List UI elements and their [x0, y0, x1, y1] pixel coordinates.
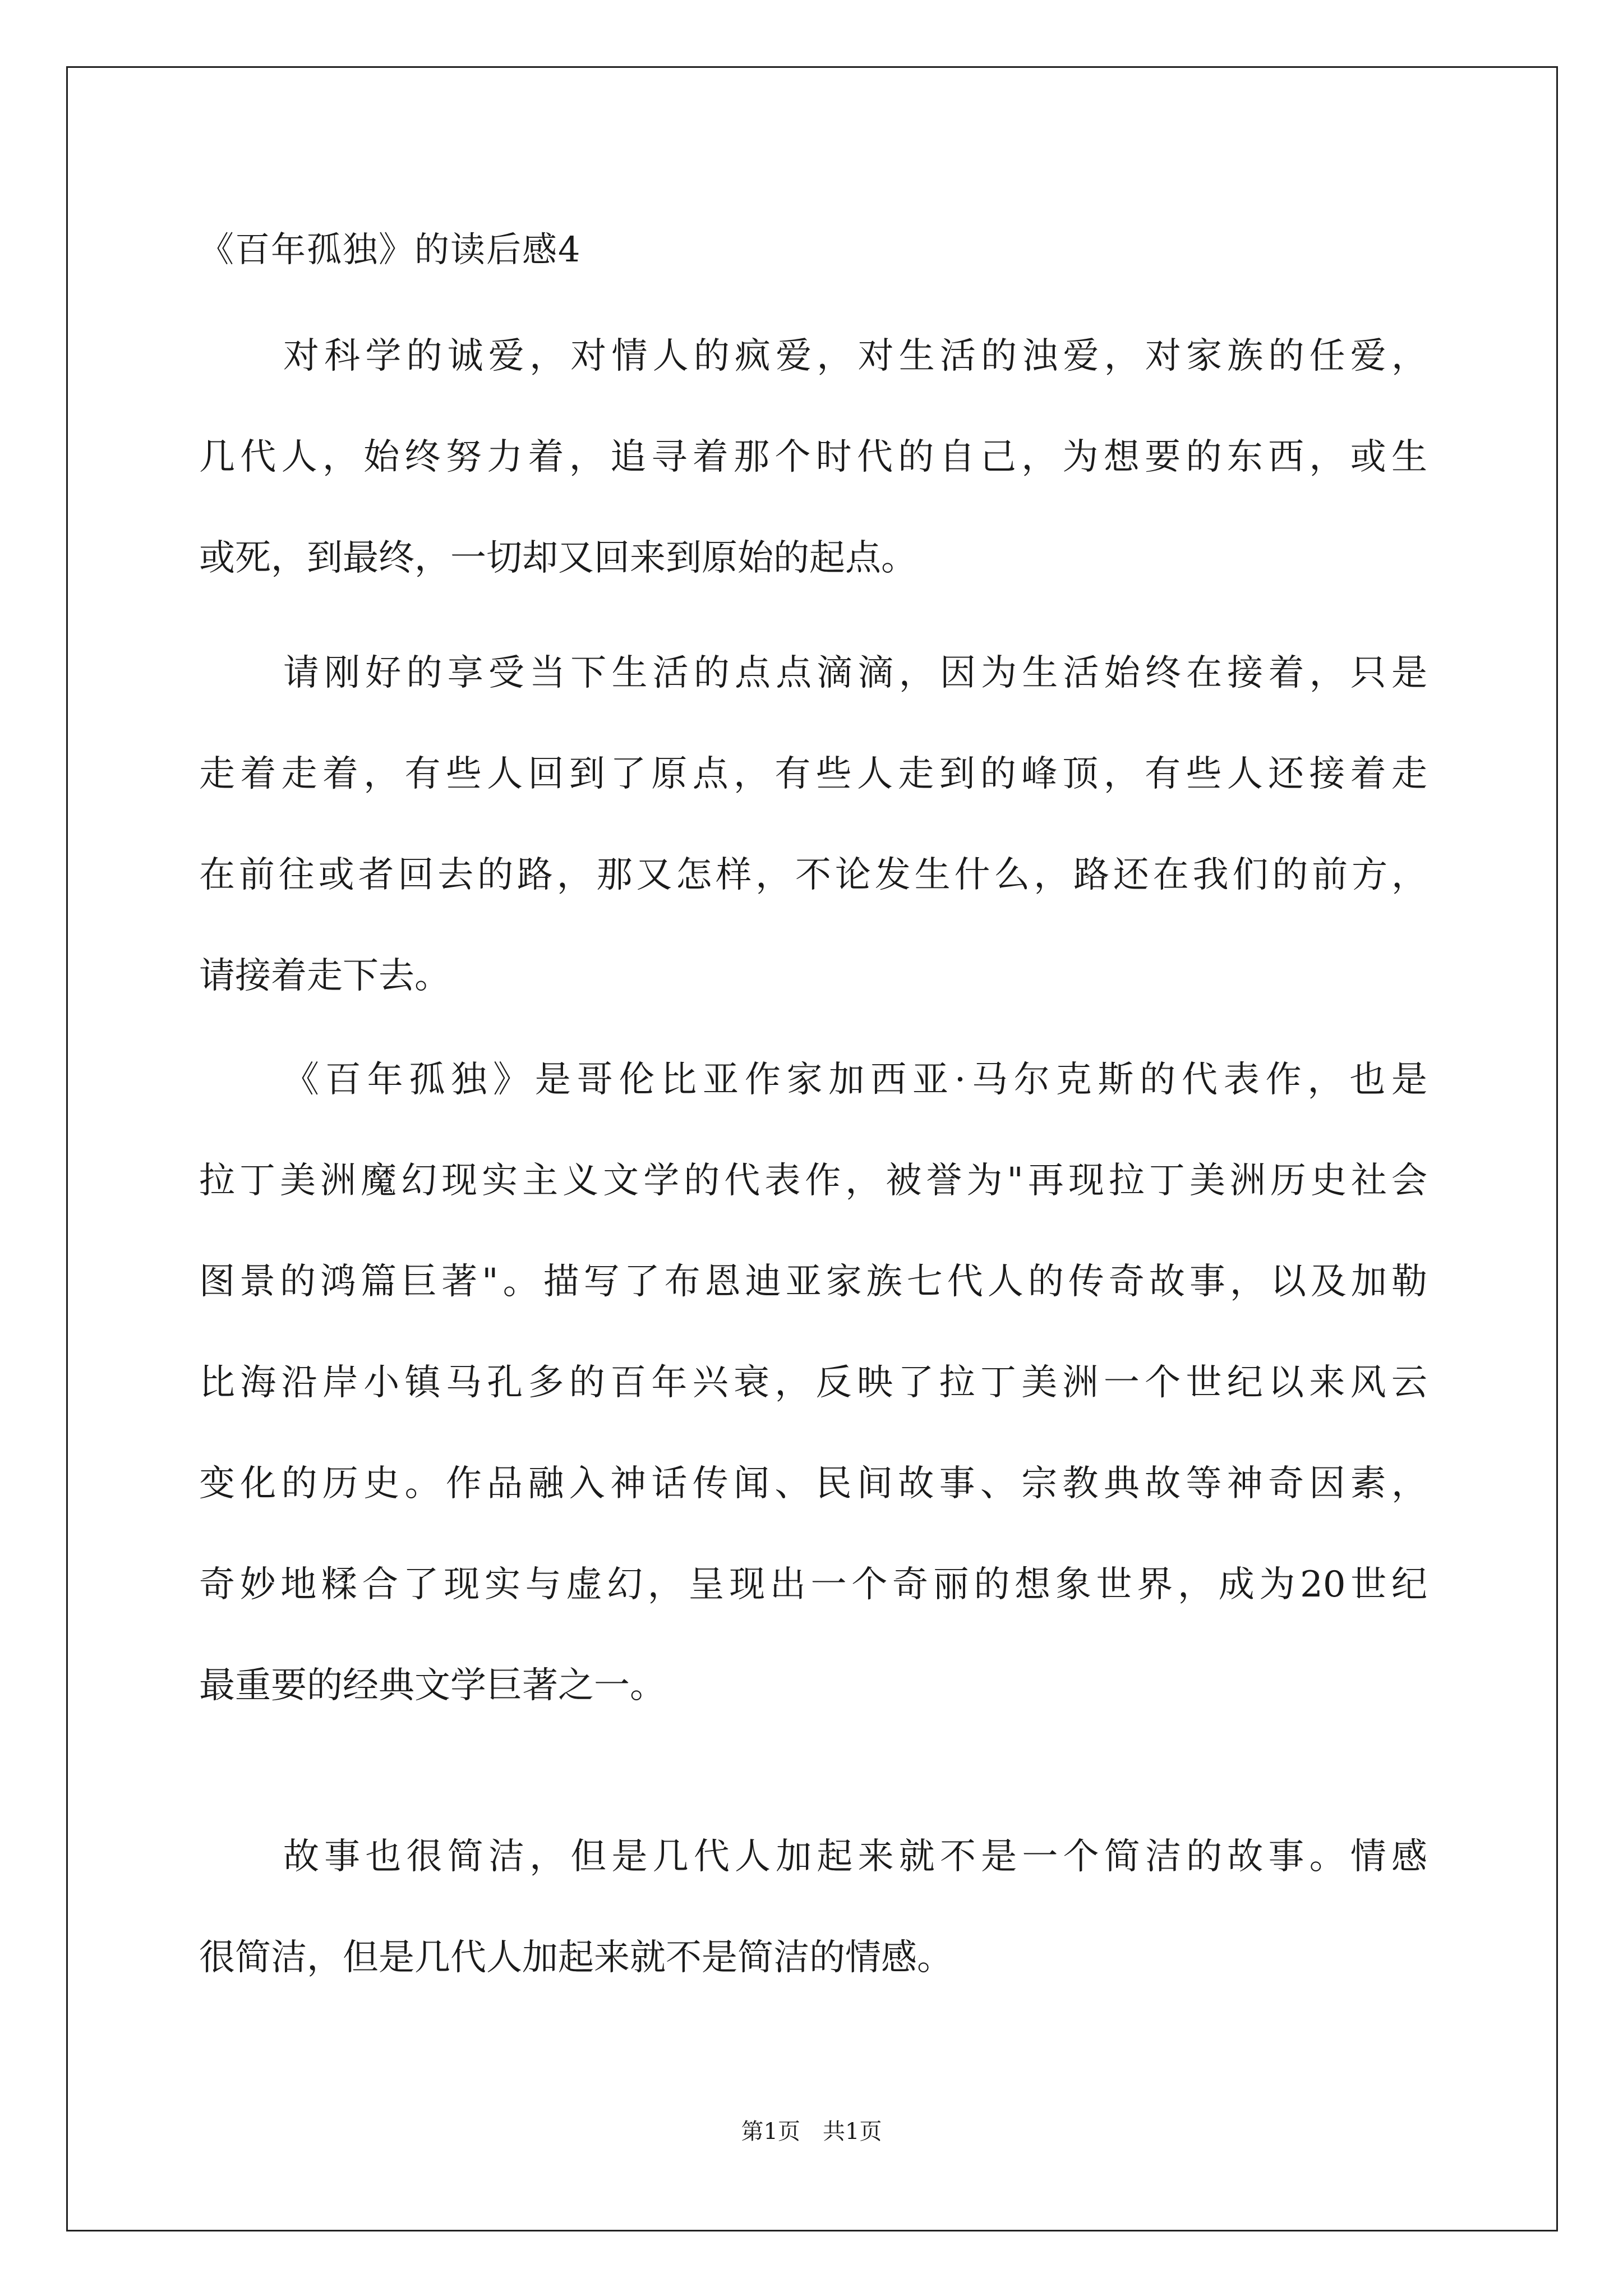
paragraph-2 — [199, 623, 1427, 1027]
paragraph-line: 请刚好的享受当下生活的点点滴滴，因为生活始终在接着，只是 — [283, 652, 1427, 694]
paragraph-line: 比海沿岸小镇马孔多的百年兴衰，反映了拉丁美洲一个世纪以来风云 — [199, 1362, 1427, 1404]
paragraph-line: 在前往或者回去的路，那又怎样，不论发生什么，路还在我们的前方， — [199, 854, 1427, 896]
paragraph-line: 拉丁美洲魔幻现实主义文学的代表作，被誉为"再现拉丁美洲历史社会 — [199, 1160, 1427, 1202]
paragraph-line: 很简洁，但是几代人加起来就不是简洁的情感。 — [199, 1937, 953, 1978]
paragraph-line: 图景的鸿篇巨著"。描写了布恩迪亚家族七代人的传奇故事，以及加勒 — [199, 1261, 1427, 1303]
paragraph-line: 故事也很简洁，但是几代人加起来就不是一个简洁的故事。情感 — [283, 1836, 1427, 1878]
paragraph-line: 《百年孤独》是哥伦比亚作家加西亚·马尔克斯的代表作，也是 — [283, 1059, 1427, 1101]
paragraph-line: 变化的历史。作品融入神话传闻、民间故事、宗教典故等神奇因素， — [199, 1463, 1427, 1504]
paragraph-line: 奇妙地糅合了现实与虚幻，呈现出一个奇丽的想象世界，成为20世纪 — [199, 1564, 1427, 1605]
paragraph-line: 对科学的诚爱，对情人的疯爱，对生活的浊爱，对家族的任爱， — [283, 335, 1427, 377]
paragraph-line: 请接着走下去。 — [199, 955, 450, 997]
paragraph-line: 或死，到最终，一切却又回来到原始的起点。 — [199, 537, 917, 579]
paragraph-1 — [199, 306, 1427, 609]
paragraph-line: 几代人，始终努力着，追寻着那个时代的自己，为想要的东西，或生 — [199, 436, 1427, 478]
paragraph-line: 走着走着，有些人回到了原点，有些人走到的峰顶，有些人还接着走 — [199, 753, 1427, 795]
paragraph-line: 最重要的经典文学巨著之一。 — [199, 1665, 666, 1706]
document-title: 《百年孤独》的读后感4 — [199, 229, 582, 270]
paragraph-4 — [199, 1806, 1427, 2008]
paragraph-3 — [199, 1029, 1427, 1736]
page-number-footer: 第1页 共1页 — [741, 2119, 882, 2145]
